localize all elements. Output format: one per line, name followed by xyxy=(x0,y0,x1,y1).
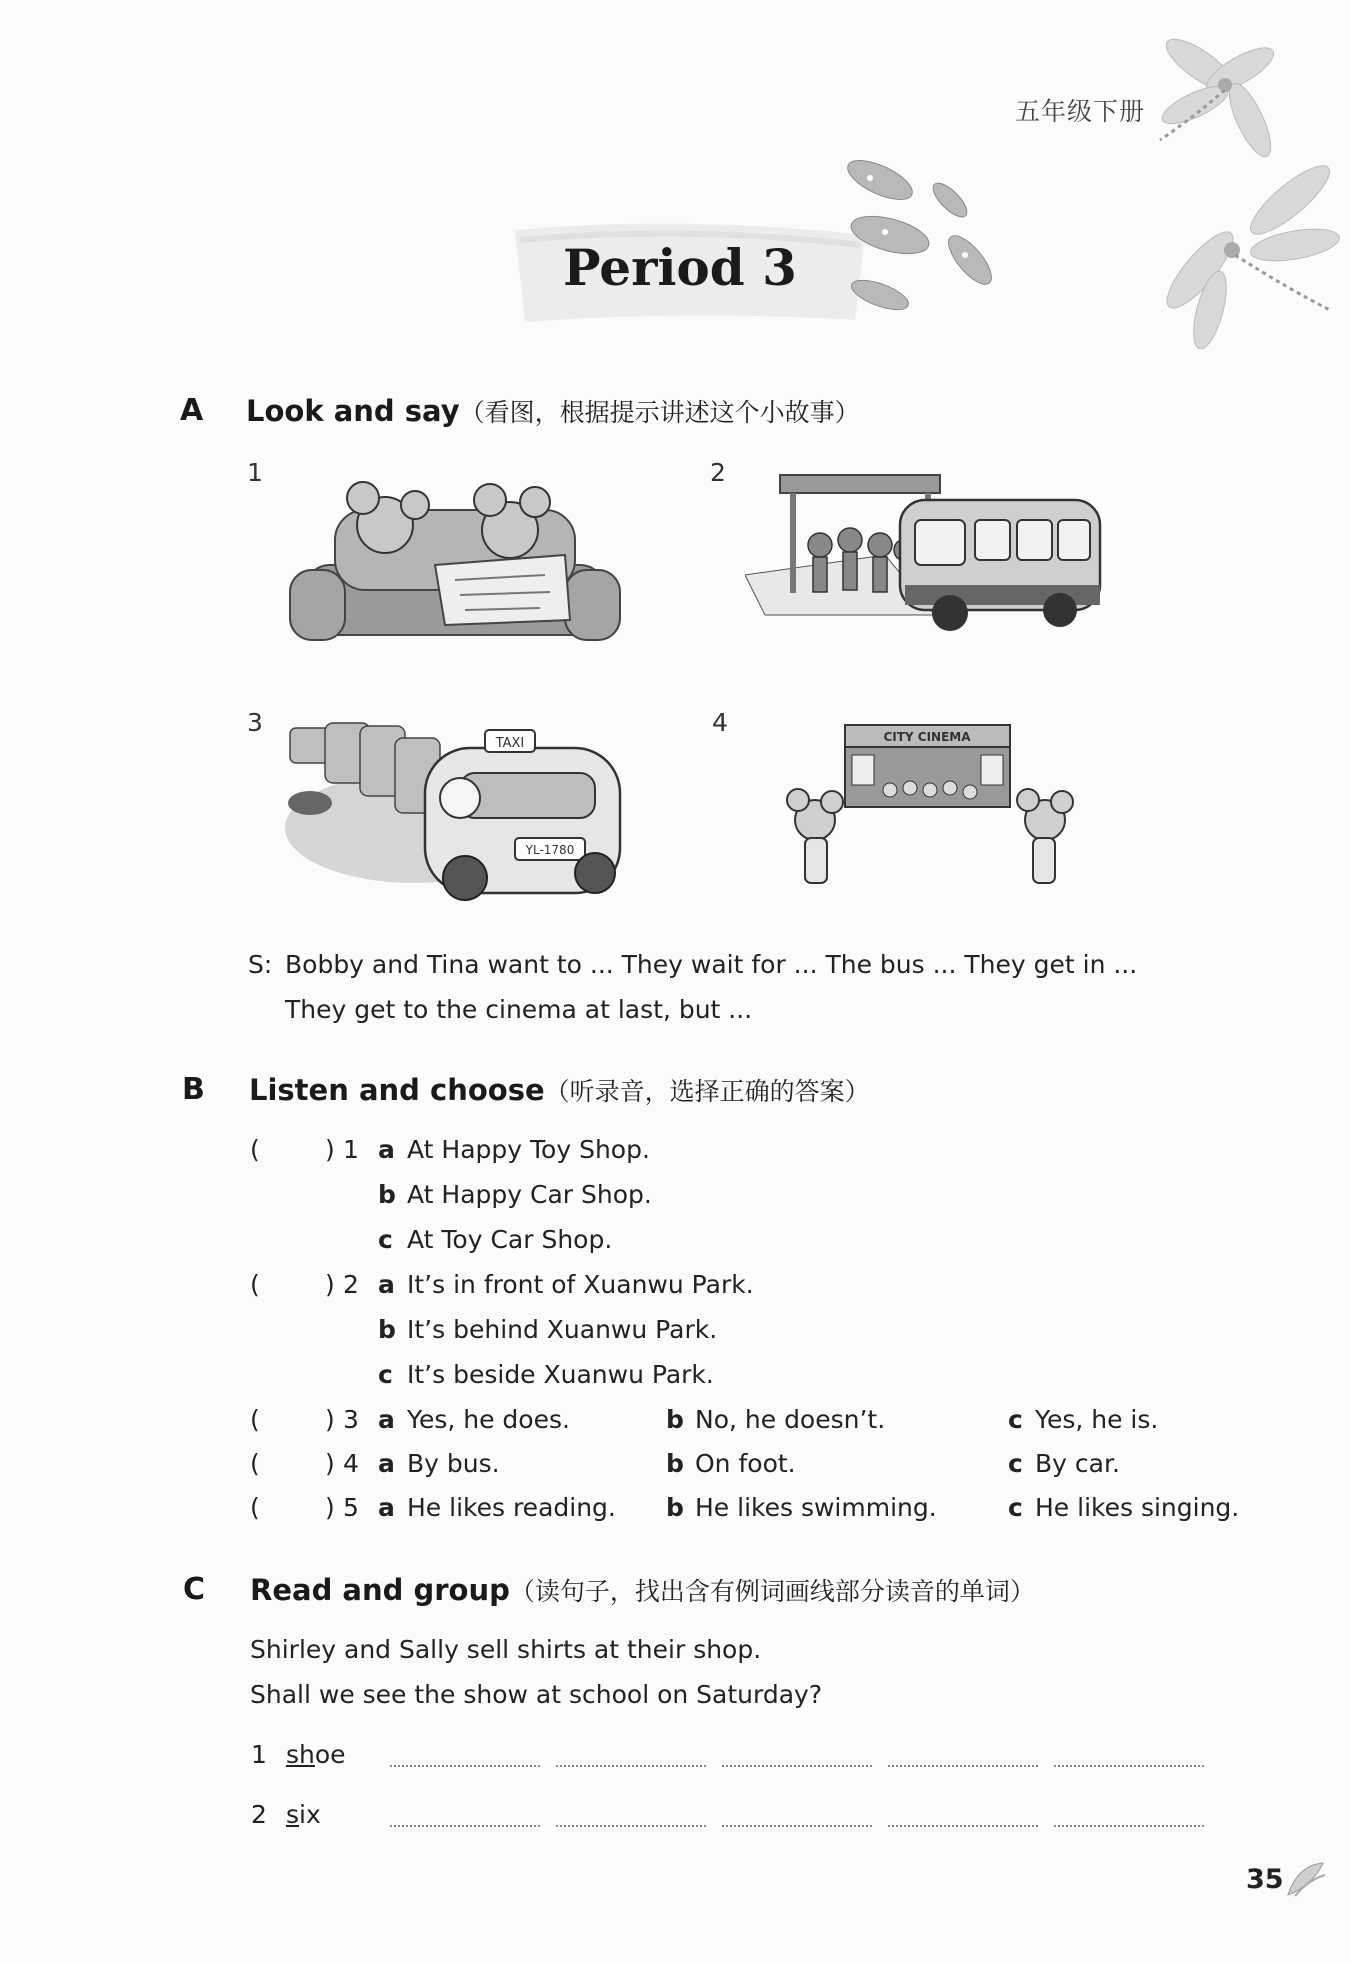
dragonfly-illustration xyxy=(1140,10,1340,360)
option-text: By car. xyxy=(1035,1449,1120,1478)
leaf-icon xyxy=(1283,1860,1328,1900)
answer-blank[interactable] xyxy=(556,1825,706,1827)
answer-blank[interactable] xyxy=(556,1765,706,1767)
sentence-2: Shall we see the show at school on Saturday? xyxy=(250,1680,823,1709)
option-text: At Happy Car Shop. xyxy=(407,1180,652,1209)
answer-bracket-close: ) xyxy=(325,1493,335,1522)
example-word-rest: oe xyxy=(314,1740,346,1769)
option-letter: c xyxy=(1008,1493,1023,1522)
cinema-sign-text: CITY CINEMA xyxy=(883,730,971,744)
option-text: He likes swimming. xyxy=(695,1493,937,1522)
option-letter: a xyxy=(378,1270,395,1299)
taxi-plate-text: YL-1780 xyxy=(525,843,575,857)
section-c-title-en: Read and group xyxy=(250,1573,510,1607)
answer-blank[interactable] xyxy=(1054,1765,1204,1767)
section-c-title xyxy=(250,1572,1035,1608)
section-a-title-cn: （看图，根据提示讲述这个小故事） xyxy=(459,398,860,427)
group-item-number: 1 xyxy=(251,1740,267,1769)
option-text: It’s beside Xuanwu Park. xyxy=(407,1360,714,1389)
option-text: Yes, he is. xyxy=(1035,1405,1159,1434)
section-a-letter: A xyxy=(180,393,204,428)
option-text: It’s in front of Xuanwu Park. xyxy=(407,1270,754,1299)
answer-blank[interactable] xyxy=(888,1825,1038,1827)
question-number: 1 xyxy=(343,1135,359,1164)
page-number: 35 xyxy=(1246,1864,1284,1895)
answer-blank[interactable] xyxy=(390,1825,540,1827)
example-word-underlined: s xyxy=(286,1800,300,1829)
group-item-number: 2 xyxy=(251,1800,267,1829)
example-word-six xyxy=(286,1800,321,1829)
answer-bracket-open[interactable]: ( xyxy=(250,1493,260,1522)
question-number: 3 xyxy=(343,1405,359,1434)
option-letter: b xyxy=(378,1315,396,1344)
picture-number-3: 3 xyxy=(247,708,263,737)
answer-blank[interactable] xyxy=(722,1765,872,1767)
question-number: 5 xyxy=(343,1493,359,1522)
sentence-1: Shirley and Sally sell shirts at their shop. xyxy=(250,1635,762,1664)
picture-number-2: 2 xyxy=(710,458,726,487)
section-c-title-cn: （读句子，找出含有例词画线部分读音的单词） xyxy=(509,1577,1035,1606)
section-a-title xyxy=(246,393,860,429)
option-text: It’s behind Xuanwu Park. xyxy=(407,1315,718,1344)
picture-number-4: 4 xyxy=(712,708,728,737)
option-text: By bus. xyxy=(407,1449,500,1478)
section-b-title-cn: （听录音，选择正确的答案） xyxy=(544,1077,870,1106)
picture-taxi-traffic xyxy=(285,718,625,908)
option-text: At Happy Toy Shop. xyxy=(407,1135,650,1164)
picture-bus-stop xyxy=(745,465,1105,645)
option-text: No, he doesn’t. xyxy=(695,1405,886,1434)
answer-bracket-close: ) xyxy=(325,1449,335,1478)
answer-bracket-close: ) xyxy=(325,1405,335,1434)
option-letter: b xyxy=(378,1180,396,1209)
answer-bracket-close: ) xyxy=(325,1270,335,1299)
section-b-letter: B xyxy=(182,1072,205,1107)
option-letter: b xyxy=(666,1449,684,1478)
option-letter: a xyxy=(378,1405,395,1434)
answer-bracket-open[interactable]: ( xyxy=(250,1270,260,1299)
option-text: He likes singing. xyxy=(1035,1493,1240,1522)
answer-blank[interactable] xyxy=(1054,1825,1204,1827)
option-text: He likes reading. xyxy=(407,1493,616,1522)
option-letter: a xyxy=(378,1449,395,1478)
option-letter: b xyxy=(666,1405,684,1434)
example-word-rest: ix xyxy=(299,1800,321,1829)
section-c-letter: C xyxy=(183,1572,206,1607)
option-letter: c xyxy=(1008,1405,1023,1434)
picture-cinema xyxy=(760,720,1100,905)
answer-bracket-open[interactable]: ( xyxy=(250,1135,260,1164)
section-a-title-en: Look and say xyxy=(246,394,460,428)
answer-bracket-close: ) xyxy=(325,1135,335,1164)
option-text: Yes, he does. xyxy=(407,1405,570,1434)
period-title: Period 3 xyxy=(563,238,797,297)
option-letter: c xyxy=(378,1225,393,1254)
option-text: On foot. xyxy=(695,1449,796,1478)
example-word-shoe xyxy=(286,1740,346,1769)
story-line-2: They get to the cinema at last, but ... xyxy=(285,995,753,1024)
answer-blank[interactable] xyxy=(888,1765,1038,1767)
answer-bracket-open[interactable]: ( xyxy=(250,1449,260,1478)
taxi-sign-text: TAXI xyxy=(495,736,525,751)
answer-blank[interactable] xyxy=(722,1825,872,1827)
option-letter: c xyxy=(1008,1449,1023,1478)
story-speaker: S: xyxy=(248,950,273,979)
question-number: 4 xyxy=(343,1449,359,1478)
story-line-1: Bobby and Tina want to ... They wait for ... The bus ... They get in ... xyxy=(285,950,1138,979)
option-letter: b xyxy=(666,1493,684,1522)
section-b-title xyxy=(249,1072,870,1108)
grade-label: 五年级下册 xyxy=(1014,97,1145,126)
fish-illustration xyxy=(830,150,1010,330)
option-letter: a xyxy=(378,1493,395,1522)
answer-blank[interactable] xyxy=(390,1765,540,1767)
picture-sofa-mice-map xyxy=(285,470,625,660)
picture-number-1: 1 xyxy=(247,458,263,487)
option-letter: c xyxy=(378,1360,393,1389)
option-text: At Toy Car Shop. xyxy=(407,1225,613,1254)
question-number: 2 xyxy=(343,1270,359,1299)
example-word-underlined: sh xyxy=(286,1740,315,1769)
answer-bracket-open[interactable]: ( xyxy=(250,1405,260,1434)
section-b-title-en: Listen and choose xyxy=(249,1073,545,1107)
option-letter: a xyxy=(378,1135,395,1164)
